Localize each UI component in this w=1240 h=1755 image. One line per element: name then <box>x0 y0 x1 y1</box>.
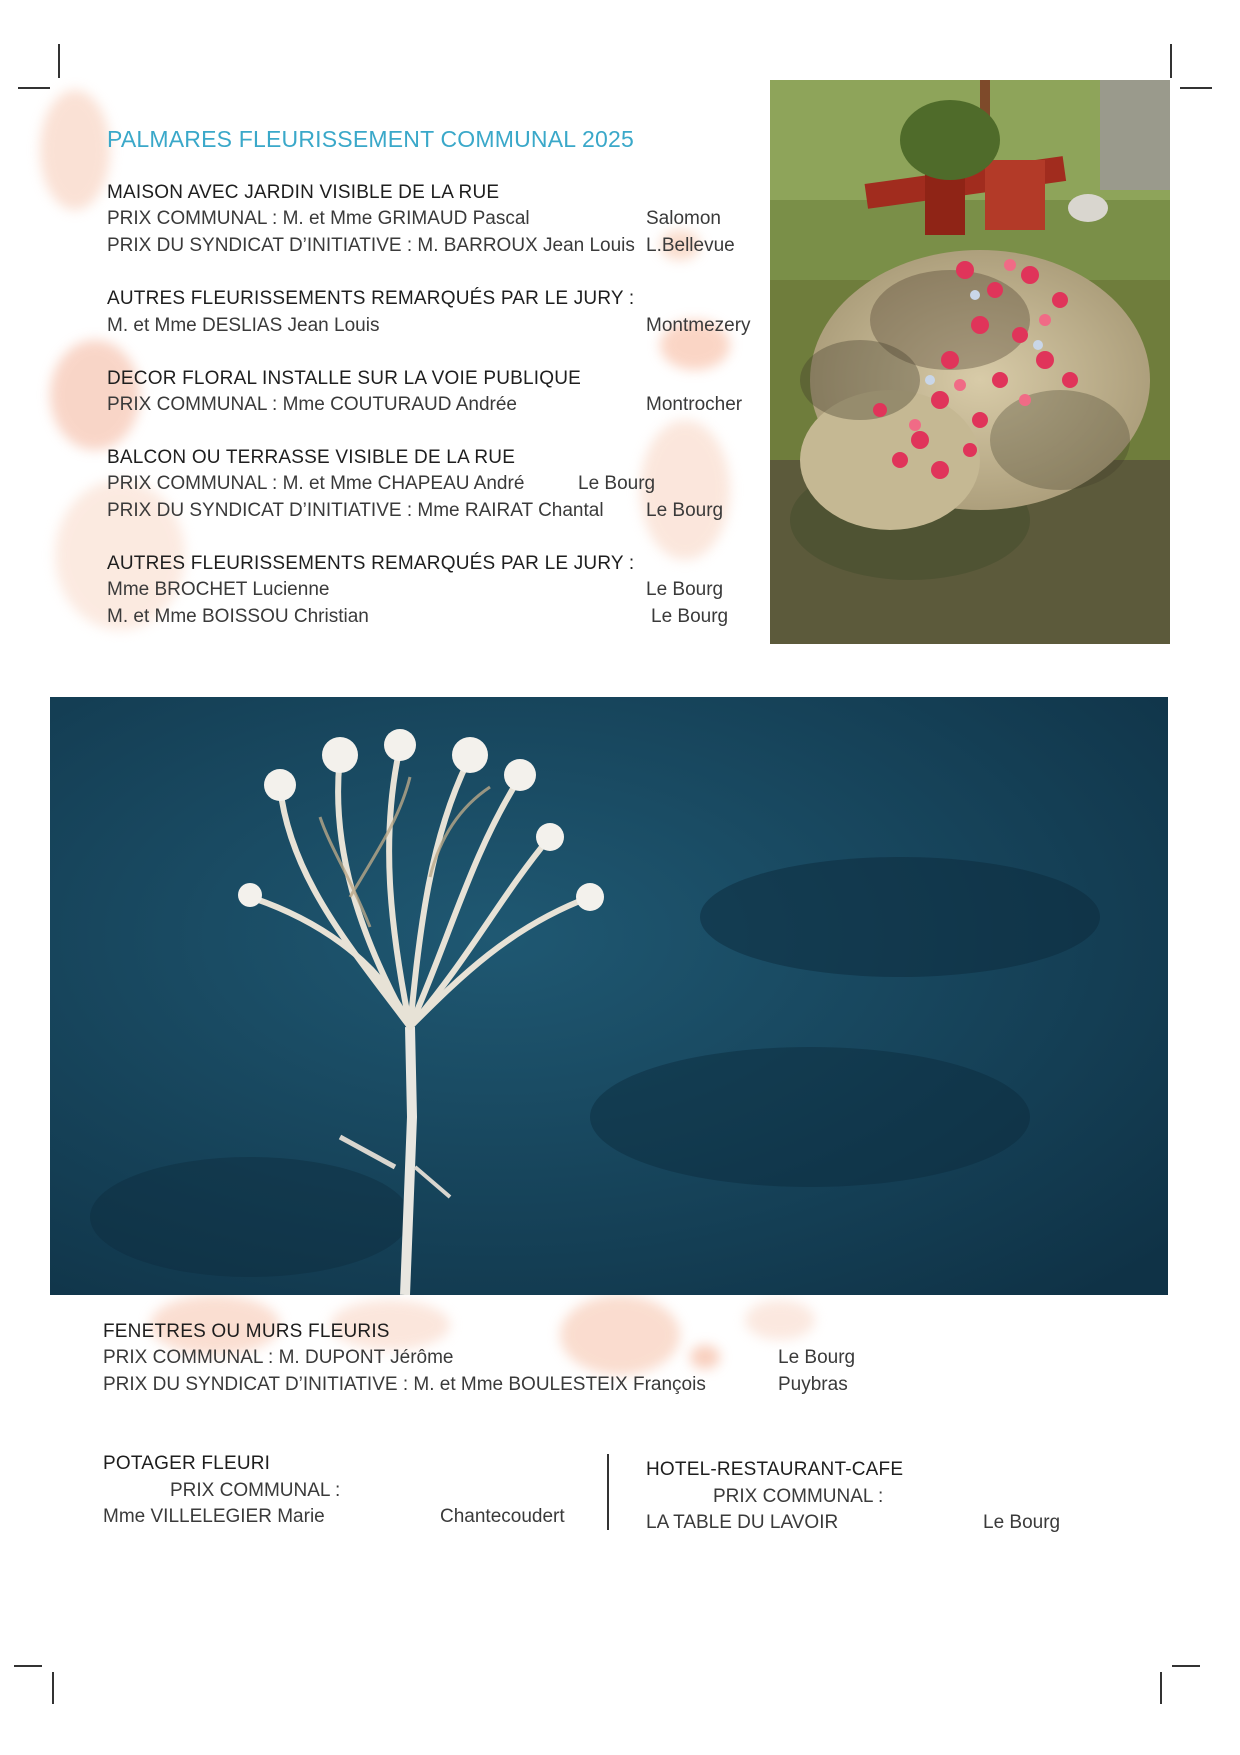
award-entry: PRIX DU SYNDICAT D’INITIATIVE : M. BARROUX Jean Louis <box>107 235 635 256</box>
award-location: Le Bourg <box>646 579 724 600</box>
crop-mark <box>1170 44 1172 78</box>
crop-mark <box>18 87 50 89</box>
award-location: Salomon <box>646 208 721 229</box>
award-entry: PRIX COMMUNAL : M. et Mme GRIMAUD Pascal <box>107 208 530 229</box>
hotel-location: Le Bourg <box>983 1512 1061 1533</box>
award-location: Le Bourg <box>778 1347 856 1368</box>
award-location: Le Bourg <box>578 473 656 494</box>
award-entry: M. et Mme BOISSOU Christian <box>107 606 369 627</box>
award-location: Montmezery <box>646 315 751 336</box>
crop-mark <box>1160 1672 1162 1704</box>
potager-heading: POTAGER FLEURI <box>103 1453 271 1474</box>
potager-winner: Mme VILLELEGIER Marie <box>103 1506 325 1527</box>
column-divider <box>607 1454 609 1530</box>
crop-mark <box>58 44 60 78</box>
hotel-winner: LA TABLE DU LAVOIR <box>646 1512 839 1533</box>
award-entry: Mme BROCHET Lucienne <box>107 579 330 600</box>
award-entry: PRIX COMMUNAL : Mme COUTURAUD Andrée <box>107 394 517 415</box>
award-location: L.Bellevue <box>646 235 735 256</box>
award-location: Le Bourg <box>651 606 729 627</box>
award-location: Montrocher <box>646 394 743 415</box>
garden-flowerbed-photo <box>770 80 1170 644</box>
award-entry: PRIX COMMUNAL : M. DUPONT Jérôme <box>103 1347 454 1368</box>
potager-prize: PRIX COMMUNAL : <box>170 1480 341 1501</box>
page-title: PALMARES FLEURISSEMENT COMMUNAL 2025 <box>107 126 634 152</box>
crop-mark <box>52 1672 54 1704</box>
crop-mark <box>14 1665 42 1667</box>
award-entry: PRIX DU SYNDICAT D’INITIATIVE : M. et Mme BOULESTEIX François <box>103 1374 706 1395</box>
frosted-plant-photo <box>50 697 1168 1295</box>
award-entry: M. et Mme DESLIAS Jean Louis <box>107 315 380 336</box>
award-location: Le Bourg <box>646 500 724 521</box>
section-heading: DECOR FLORAL INSTALLE SUR LA VOIE PUBLIQUE <box>107 368 582 389</box>
award-entry: PRIX DU SYNDICAT D’INITIATIVE : Mme RAIRAT Chantal <box>107 500 604 521</box>
hotel-heading: HOTEL-RESTAURANT-CAFE <box>646 1459 904 1480</box>
section-heading: AUTRES FLEURISSEMENTS REMARQUÉS PAR LE JURY : <box>107 288 635 309</box>
crop-mark <box>1180 87 1212 89</box>
section-heading: MAISON AVEC JARDIN VISIBLE DE LA RUE <box>107 182 500 203</box>
section-heading: FENETRES OU MURS FLEURIS <box>103 1321 390 1342</box>
section-heading: AUTRES FLEURISSEMENTS REMARQUÉS PAR LE JURY : <box>107 553 635 574</box>
award-entry: PRIX COMMUNAL : M. et Mme CHAPEAU André <box>107 473 525 494</box>
potager-location: Chantecoudert <box>440 1506 565 1527</box>
section-heading: BALCON OU TERRASSE VISIBLE DE LA RUE <box>107 447 516 468</box>
crop-mark <box>1172 1665 1200 1667</box>
hotel-prize: PRIX COMMUNAL : <box>713 1486 884 1507</box>
award-location: Puybras <box>778 1374 848 1395</box>
